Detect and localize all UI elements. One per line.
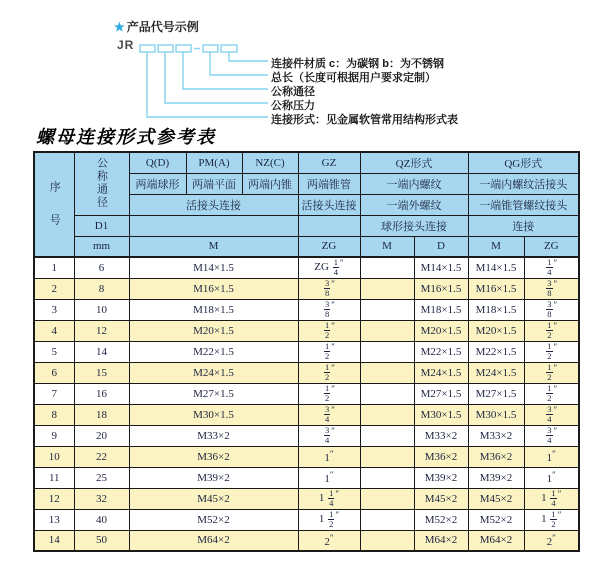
table-cell <box>360 530 414 551</box>
table-header-cell: 一端外螺纹 <box>360 194 468 215</box>
table-header-cell: NZ(C) <box>242 152 298 173</box>
table-cell <box>360 278 414 299</box>
table-cell: M30×1.5 <box>414 404 468 425</box>
table-cell: M20×1.5 <box>414 320 468 341</box>
table-cell: M14×1.5 <box>468 257 524 278</box>
table-cell <box>360 467 414 488</box>
table-cell: 20 <box>74 425 129 446</box>
table-cell: M64×2 <box>468 530 524 551</box>
table-header-cell: PM(A) <box>186 152 242 173</box>
table-cell <box>360 299 414 320</box>
table-cell <box>360 257 414 278</box>
table-cell: M20×1.5 <box>468 320 524 341</box>
inch-mark: ″ <box>557 489 562 500</box>
table-header-cell: Q(D) <box>129 152 186 173</box>
table-cell: 7 <box>34 383 74 404</box>
table-cell <box>524 278 579 299</box>
table-cell: 2 <box>34 278 74 299</box>
table-cell <box>298 404 360 425</box>
table-header-row <box>34 152 579 173</box>
table-row <box>34 404 579 425</box>
inch-mark: ″ <box>331 405 335 416</box>
table-cell: 1 <box>34 257 74 278</box>
table-cell <box>524 383 579 404</box>
fraction: $\frac{1}{2}$ <box>547 383 552 404</box>
inch-mark: ″ <box>553 342 558 353</box>
table-cell: 3 <box>34 299 74 320</box>
table-cell <box>524 320 579 341</box>
table-header-row <box>34 215 579 236</box>
table-cell <box>298 425 360 446</box>
code-label-nominal-diameter: 公称通径 <box>271 86 315 98</box>
inch-mark: ″ <box>553 405 558 416</box>
table-cell: M24×1.5 <box>468 362 524 383</box>
table-header-cell: 一端内螺纹活接头 <box>468 173 579 194</box>
inch-mark: ″ <box>552 532 556 543</box>
table-cell: 5 <box>34 341 74 362</box>
nut-connection-reference-table <box>33 151 580 552</box>
table-cell: ZG $\frac{1}{4}$ ″ <box>298 257 360 278</box>
table-cell <box>298 341 360 362</box>
table-row <box>34 341 579 362</box>
table-header-row <box>34 236 579 257</box>
table-cell: 8 <box>74 278 129 299</box>
table-cell: 40 <box>74 509 129 530</box>
table-row <box>34 362 579 383</box>
table-header-cell: 公称通径 <box>74 152 129 215</box>
table-cell: M16×1.5 <box>468 278 524 299</box>
table-cell: 1 $\frac{1}{4}$ ″ <box>298 488 360 509</box>
table-cell: M22×1.5 <box>129 341 298 362</box>
table-cell: 1 $\frac{1}{2}$ ″ <box>298 509 360 530</box>
table-cell: M27×1.5 <box>129 383 298 404</box>
table-header-cell: QZ形式 <box>360 152 468 173</box>
table-cell: 6 <box>74 257 129 278</box>
connector-lines <box>147 52 268 117</box>
fraction: $\frac{3}{8}$ <box>547 278 552 299</box>
table-cell: M30×1.5 <box>129 404 298 425</box>
inch-mark: ″ <box>331 321 335 332</box>
table-cell: 8 <box>34 404 74 425</box>
inch-mark: ″ <box>553 426 558 437</box>
fraction: $\frac{1}{2}$ <box>325 320 330 341</box>
table-cell: 1 $\frac{1}{2}$ ″ <box>524 509 579 530</box>
table-header-cell: 活接头连接 <box>298 194 360 215</box>
table-header-cell: ZG <box>298 236 360 257</box>
table-cell: 50 <box>74 530 129 551</box>
table-cell: 6 <box>34 362 74 383</box>
fraction: $\frac{3}{4}$ <box>547 404 552 425</box>
table-cell: M22×1.5 <box>468 341 524 362</box>
inch-mark: ″ <box>331 384 335 395</box>
table-cell: 2″ <box>298 530 360 551</box>
table-row <box>34 425 579 446</box>
inch-mark: ″ <box>329 449 334 459</box>
table-header-cell: mm <box>74 236 129 257</box>
inch-mark: ″ <box>335 489 340 500</box>
table-cell: M27×1.5 <box>468 383 524 404</box>
table-row <box>34 278 579 299</box>
table-cell <box>360 488 414 509</box>
table-cell: 1″ <box>298 467 360 488</box>
table-cell <box>360 320 414 341</box>
table-cell: M45×2 <box>468 488 524 509</box>
fraction: $\frac{3}{8}$ <box>325 299 330 320</box>
table-header-cell <box>298 215 360 236</box>
table-cell: M18×1.5 <box>129 299 298 320</box>
inch-mark: ″ <box>331 363 335 374</box>
table-row <box>34 320 579 341</box>
table-cell: 10 <box>74 299 129 320</box>
fraction: $\frac{1}{2}$ <box>329 509 334 530</box>
inch-mark: ″ <box>553 384 558 395</box>
table-cell <box>298 299 360 320</box>
table-cell <box>360 362 414 383</box>
table-cell: M14×1.5 <box>414 257 468 278</box>
table-row <box>34 257 579 278</box>
inch-mark: ″ <box>552 449 556 459</box>
table-cell: 12 <box>74 320 129 341</box>
table-header-cell: 球形接头连接 <box>360 215 468 236</box>
code-label-material: 连接件材质 c：为碳钢 b：为不锈钢 <box>271 58 444 70</box>
fraction: $\frac{3}{8}$ <box>325 278 330 299</box>
table-cell: M45×2 <box>129 488 298 509</box>
fraction: $\frac{1}{4}$ <box>333 257 338 278</box>
table-header-cell: GZ <box>298 152 360 173</box>
table-header-cell: 两端锥管 <box>298 173 360 194</box>
table-cell: 15 <box>74 362 129 383</box>
table-cell: M33×2 <box>468 425 524 446</box>
table-cell <box>298 320 360 341</box>
table-cell: M16×1.5 <box>414 278 468 299</box>
table-cell <box>524 425 579 446</box>
table-cell <box>524 257 579 278</box>
inch-mark: ″ <box>553 279 558 290</box>
table-header-cell <box>129 215 298 236</box>
fraction: $\frac{1}{2}$ <box>325 383 330 404</box>
table-row <box>34 530 579 551</box>
table-cell: M14×1.5 <box>129 257 298 278</box>
inch-mark: ″ <box>339 258 344 269</box>
table-row <box>34 299 579 320</box>
table-header-cell: 两端平面 <box>186 173 242 194</box>
inch-mark: ″ <box>557 510 562 521</box>
table-cell <box>360 425 414 446</box>
code-label-connection-form: 连接形式：见金属软管常用结构形式表 <box>271 114 458 126</box>
table-cell: M39×2 <box>129 467 298 488</box>
table-cell <box>360 446 414 467</box>
table-header-cell: 活接头连接 <box>129 194 298 215</box>
inch-mark: ″ <box>553 321 558 332</box>
table-cell <box>360 404 414 425</box>
fraction: $\frac{1}{4}$ <box>547 257 552 278</box>
table-cell: M36×2 <box>468 446 524 467</box>
table-header-cell: 一端锥管螺纹接头 <box>468 194 579 215</box>
inch-mark: ″ <box>335 510 340 521</box>
table-cell: 10 <box>34 446 74 467</box>
table-cell: 18 <box>74 404 129 425</box>
table-cell: M24×1.5 <box>129 362 298 383</box>
table-cell: M52×2 <box>468 509 524 530</box>
fraction: $\frac{1}{4}$ <box>329 488 334 509</box>
product-code-prefix: JR <box>117 38 135 52</box>
table-cell: M45×2 <box>414 488 468 509</box>
fraction: $\frac{1}{2}$ <box>551 509 556 530</box>
table-cell <box>298 383 360 404</box>
table-row <box>34 446 579 467</box>
code-boxes <box>140 45 237 52</box>
table-row <box>34 383 579 404</box>
table-header-cell: 连接 <box>468 215 579 236</box>
inch-mark: ″ <box>331 342 335 353</box>
table-cell: M30×1.5 <box>468 404 524 425</box>
table-cell: M22×1.5 <box>414 341 468 362</box>
table-cell: M36×2 <box>414 446 468 467</box>
fraction: $\frac{3}{8}$ <box>547 299 552 320</box>
table-cell: 14 <box>34 530 74 551</box>
table-cell: 12 <box>34 488 74 509</box>
table-cell <box>524 404 579 425</box>
table-cell <box>298 278 360 299</box>
table-cell <box>524 362 579 383</box>
table-body <box>34 257 579 551</box>
table-cell: M52×2 <box>129 509 298 530</box>
table-header-cell: D1 <box>74 215 129 236</box>
fraction: $\frac{1}{2}$ <box>547 320 552 341</box>
fraction: $\frac{3}{4}$ <box>547 425 552 446</box>
inch-mark: ″ <box>553 363 558 374</box>
table-cell: 4 <box>34 320 74 341</box>
table-header-cell: 一端内螺纹 <box>360 173 468 194</box>
table-cell: 1″ <box>298 446 360 467</box>
table-cell: M27×1.5 <box>414 383 468 404</box>
table-cell: M16×1.5 <box>129 278 298 299</box>
table-cell: 1 $\frac{1}{4}$ ″ <box>524 488 579 509</box>
table-header-cell: M <box>129 236 298 257</box>
table-row <box>34 467 579 488</box>
table-cell: 1″ <box>524 446 579 467</box>
table-cell <box>360 383 414 404</box>
table-header-cell: 序号 <box>34 152 74 257</box>
fraction: $\frac{1}{4}$ <box>551 488 556 509</box>
table-header-cell: 两端内锥 <box>242 173 298 194</box>
table-cell: M39×2 <box>468 467 524 488</box>
table-cell: 11 <box>34 467 74 488</box>
table-header-cell: QG形式 <box>468 152 579 173</box>
table-title: 螺母连接形式参考表 <box>36 127 216 147</box>
inch-mark: ″ <box>331 279 335 290</box>
table-cell: 14 <box>74 341 129 362</box>
table-cell <box>298 362 360 383</box>
inch-mark: ″ <box>331 300 335 311</box>
table-cell: M36×2 <box>129 446 298 467</box>
code-label-nominal-pressure: 公称压力 <box>271 100 315 112</box>
inch-mark: ″ <box>553 258 558 269</box>
table-cell: M20×1.5 <box>129 320 298 341</box>
fraction: $\frac{1}{2}$ <box>325 362 330 383</box>
table-cell: M18×1.5 <box>468 299 524 320</box>
table-cell: 22 <box>74 446 129 467</box>
table-cell: M33×2 <box>129 425 298 446</box>
table-cell: 13 <box>34 509 74 530</box>
table-header-cell: M <box>468 236 524 257</box>
table-cell: 25 <box>74 467 129 488</box>
table-row <box>34 509 579 530</box>
fraction: $\frac{1}{2}$ <box>325 341 330 362</box>
table-header-cell: 两端球形 <box>129 173 186 194</box>
table-cell: M52×2 <box>414 509 468 530</box>
table-cell: 2″ <box>524 530 579 551</box>
table-cell: M64×2 <box>414 530 468 551</box>
code-label-total-length: 总长（长度可根据用户要求定制） <box>271 72 436 84</box>
table-cell: 9 <box>34 425 74 446</box>
inch-mark: ″ <box>329 532 334 543</box>
table-cell: M18×1.5 <box>414 299 468 320</box>
table-cell: M64×2 <box>129 530 298 551</box>
diagram-title-text: 产品代号示例 <box>126 20 199 34</box>
star-icon: ★ <box>114 20 125 34</box>
fraction: $\frac{3}{4}$ <box>325 404 330 425</box>
table-cell: 1″ <box>524 467 579 488</box>
table-row <box>34 488 579 509</box>
table-header-cell: D <box>414 236 468 257</box>
table-cell <box>524 341 579 362</box>
table-cell: 16 <box>74 383 129 404</box>
table-cell <box>360 509 414 530</box>
table-header <box>34 152 579 257</box>
inch-mark: ″ <box>331 426 335 437</box>
fraction: $\frac{1}{2}$ <box>547 341 552 362</box>
inch-mark: ″ <box>552 470 556 480</box>
table-cell: M39×2 <box>414 467 468 488</box>
table-header-cell: M <box>360 236 414 257</box>
fraction: $\frac{3}{4}$ <box>325 425 330 446</box>
table-header-cell: ZG <box>524 236 579 257</box>
inch-mark: ″ <box>553 300 558 311</box>
inch-mark: ″ <box>329 470 334 480</box>
table-cell: M33×2 <box>414 425 468 446</box>
table-cell <box>360 341 414 362</box>
table-cell <box>524 299 579 320</box>
table-cell: 32 <box>74 488 129 509</box>
fraction: $\frac{1}{2}$ <box>547 362 552 383</box>
table-cell: M24×1.5 <box>414 362 468 383</box>
